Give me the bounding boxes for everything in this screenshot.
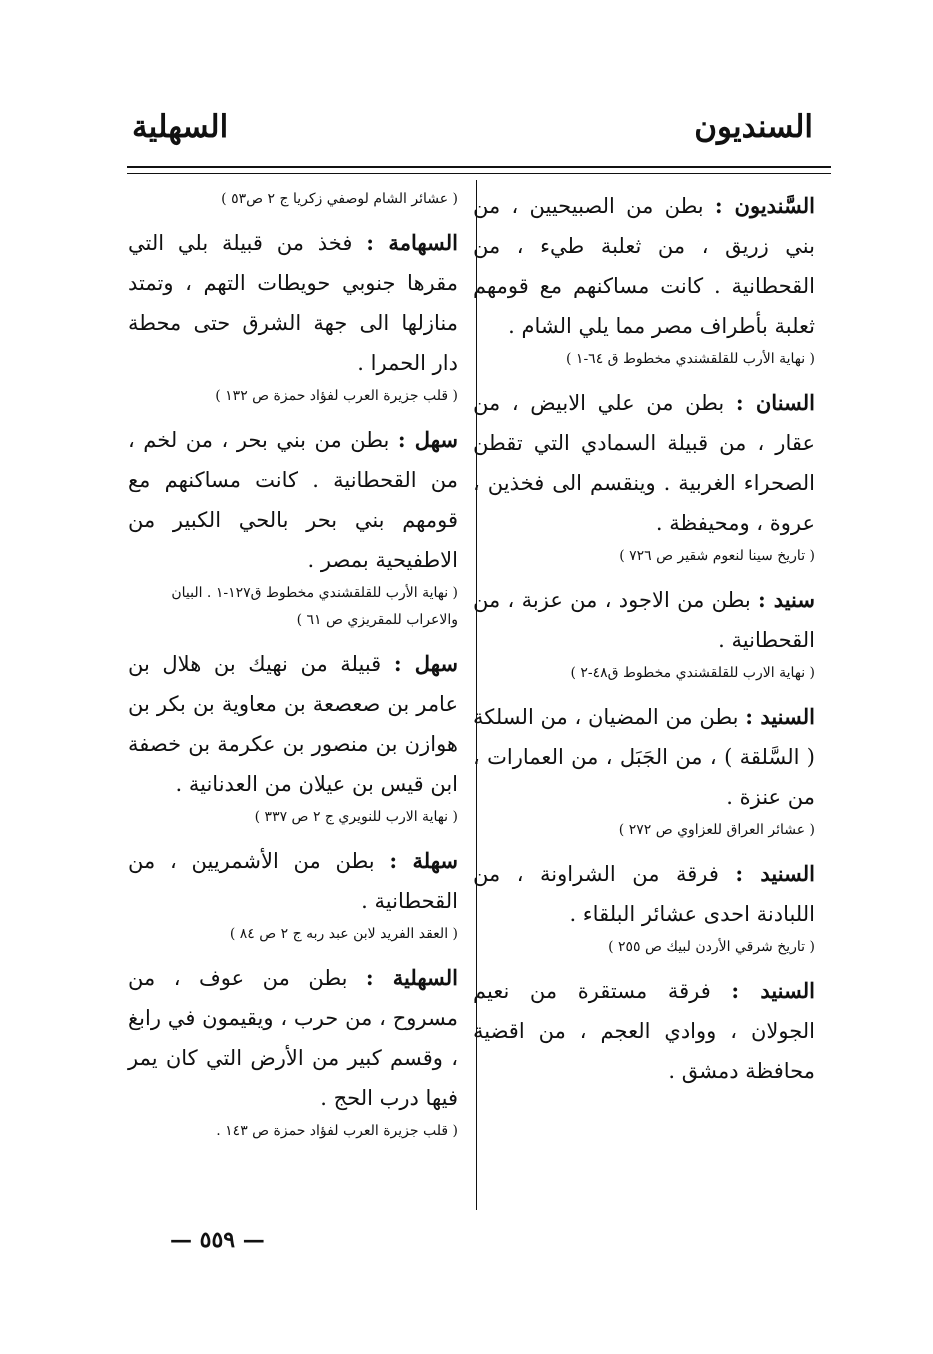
entry-source: ( تاريخ شرقي الأردن لبيك ص ٢٥٥ )	[608, 939, 815, 955]
entry-sanid-2	[473, 697, 815, 844]
entry-sahl-2	[128, 644, 458, 831]
entry-sahl-1	[128, 420, 458, 634]
entry-sahla	[128, 841, 458, 948]
entry-sanid-1	[473, 580, 815, 687]
entry-text: بطن من علي الابيض ، من عقار ، من قبيلة السمادي التي تقطن الصحراء الغربية . وينقسم الى فخذين ، عروة ، ومحيفظة .	[473, 391, 815, 535]
entry-headword: السهلية :	[365, 965, 458, 990]
entry-source: ( قلب جزيرة العرب لفؤاد حمزة ص ١٣٢ )	[215, 388, 458, 404]
entry-text: فخذ من قبيلة بلي التي مقرها جنوبي حويطات التهم ، وتمتد منازلها الى جهة الشرق حتى محطة دار الحمرا .	[128, 231, 458, 375]
entry-text: بطن من الصبيحيين ، من بني زريق ، من ثعلبة طيء ، من القحطانية . كانت مساكنهم مع قومهم ثعلبة بأطراف مصر مما يلي الشام .	[473, 194, 815, 338]
entry-headword: سنيد :	[758, 587, 815, 612]
entry-source: ( عشائر العراق للعزاوي ص ٢٧٢ )	[618, 822, 815, 838]
entry-headword: السنيد :	[745, 704, 815, 729]
entry-text: قبيلة من نهيك بن هلال بن عامر بن صعصعة بن معاوية بن بكر بن هوازن بن منصور بن عكرمة بن خصفة ابن قيس بن عيلان من العدنانية .	[128, 652, 458, 796]
entry-text: بطن من المضيان ، من السلكة ( السَّلقة ) ، من الجَبَل ، من العمارات ، من عنزة .	[473, 705, 815, 809]
entry-headword: السهامة :	[366, 230, 458, 255]
entry-text: بطن من الاجود ، من عزبة ، من القحطانية .	[473, 588, 815, 652]
entry-text: بطن من عوف ، من مسروح ، من حرب ، ويقيمون في رابغ ، وقسم كبير من الأرض التي كان يمر فيها درب الحج .	[128, 966, 458, 1110]
entry-sahliya	[128, 958, 458, 1145]
entry-headword: السنان :	[735, 390, 815, 415]
entry-headword: سهل :	[397, 427, 458, 452]
entry-body	[128, 958, 458, 1118]
entry-body	[473, 854, 815, 934]
entry-headword: السَّنديون :	[714, 193, 815, 218]
entry-headword: السنيد :	[735, 861, 815, 886]
entry-text: بطن من الأشمريين ، من القحطانية .	[128, 849, 458, 913]
page-number: — ٥٥٩ —	[170, 1227, 265, 1253]
entry-body	[473, 697, 815, 817]
entry-body	[128, 644, 458, 804]
entry-sanid-3	[473, 854, 815, 961]
header-rule	[127, 166, 831, 168]
entry-source: ( تاريخ سينا لنعوم شقير ص ٧٢٦ )	[619, 548, 815, 564]
running-header-right: السنديون	[694, 109, 813, 145]
entry-body	[128, 223, 458, 383]
entry-body	[473, 383, 815, 543]
entry-sanadiyun	[473, 186, 815, 373]
running-header-left: السهلية	[132, 109, 229, 145]
entry-source: ( نهاية الارب للنويري ج ٢ ص ٣٣٧ )	[254, 809, 458, 825]
entry-sanid-4	[473, 971, 815, 1091]
header-rule-thin	[127, 173, 831, 174]
entry-headword: سهلة :	[389, 848, 458, 873]
right-column	[473, 186, 815, 1101]
entry-headword: سهل :	[393, 651, 458, 676]
entry-body	[128, 841, 458, 921]
entry-sanan	[473, 383, 815, 570]
entry-body	[473, 186, 815, 346]
entry-sahama	[128, 223, 458, 410]
entry-source: ( قلب جزيرة العرب لفؤاد حمزة ص ١٤٣ .	[216, 1123, 458, 1139]
entry-source: ( نهاية الارب للقلقشندي مخطوط ق٤٨-٢ )	[570, 665, 815, 681]
entry-text: فرقة مستقرة من نعيم الجولان ، ووادي العجم ، من اقضية محافظة دمشق .	[473, 979, 815, 1083]
entry-text: فرقة من الشراونة ، من اللبادنة احدى عشائر البلقاء .	[473, 862, 815, 926]
left-column	[128, 186, 458, 1155]
entry-body	[473, 580, 815, 660]
entry-body	[128, 420, 458, 580]
entry-headword: السنيد :	[731, 978, 815, 1003]
entry-text: بطن من بني بحر ، من لخم ، من القحطانية . كانت مساكنهم مع قومهم بني بحر بالحي الكبير من الاطفيحية بمصر .	[128, 428, 458, 572]
entry-continued-source	[128, 186, 458, 213]
entry-body	[473, 971, 815, 1091]
entry-source: ( نهاية الأرب للقلقشندي مخطوط ق١٢٧-١ . البيان والاعراب للمقريزي ص ٦١ )	[171, 585, 458, 628]
entry-source: ( عشائر الشام لوصفي زكريا ج ٢ ص٥٣ )	[221, 191, 458, 207]
entry-source: ( نهاية الأرب للقلقشندي مخطوط ق ٦٤-١ )	[565, 351, 815, 367]
entry-source: ( العقد الفريد لابن عبد ربه ج ٢ ص ٨٤ )	[229, 926, 458, 942]
